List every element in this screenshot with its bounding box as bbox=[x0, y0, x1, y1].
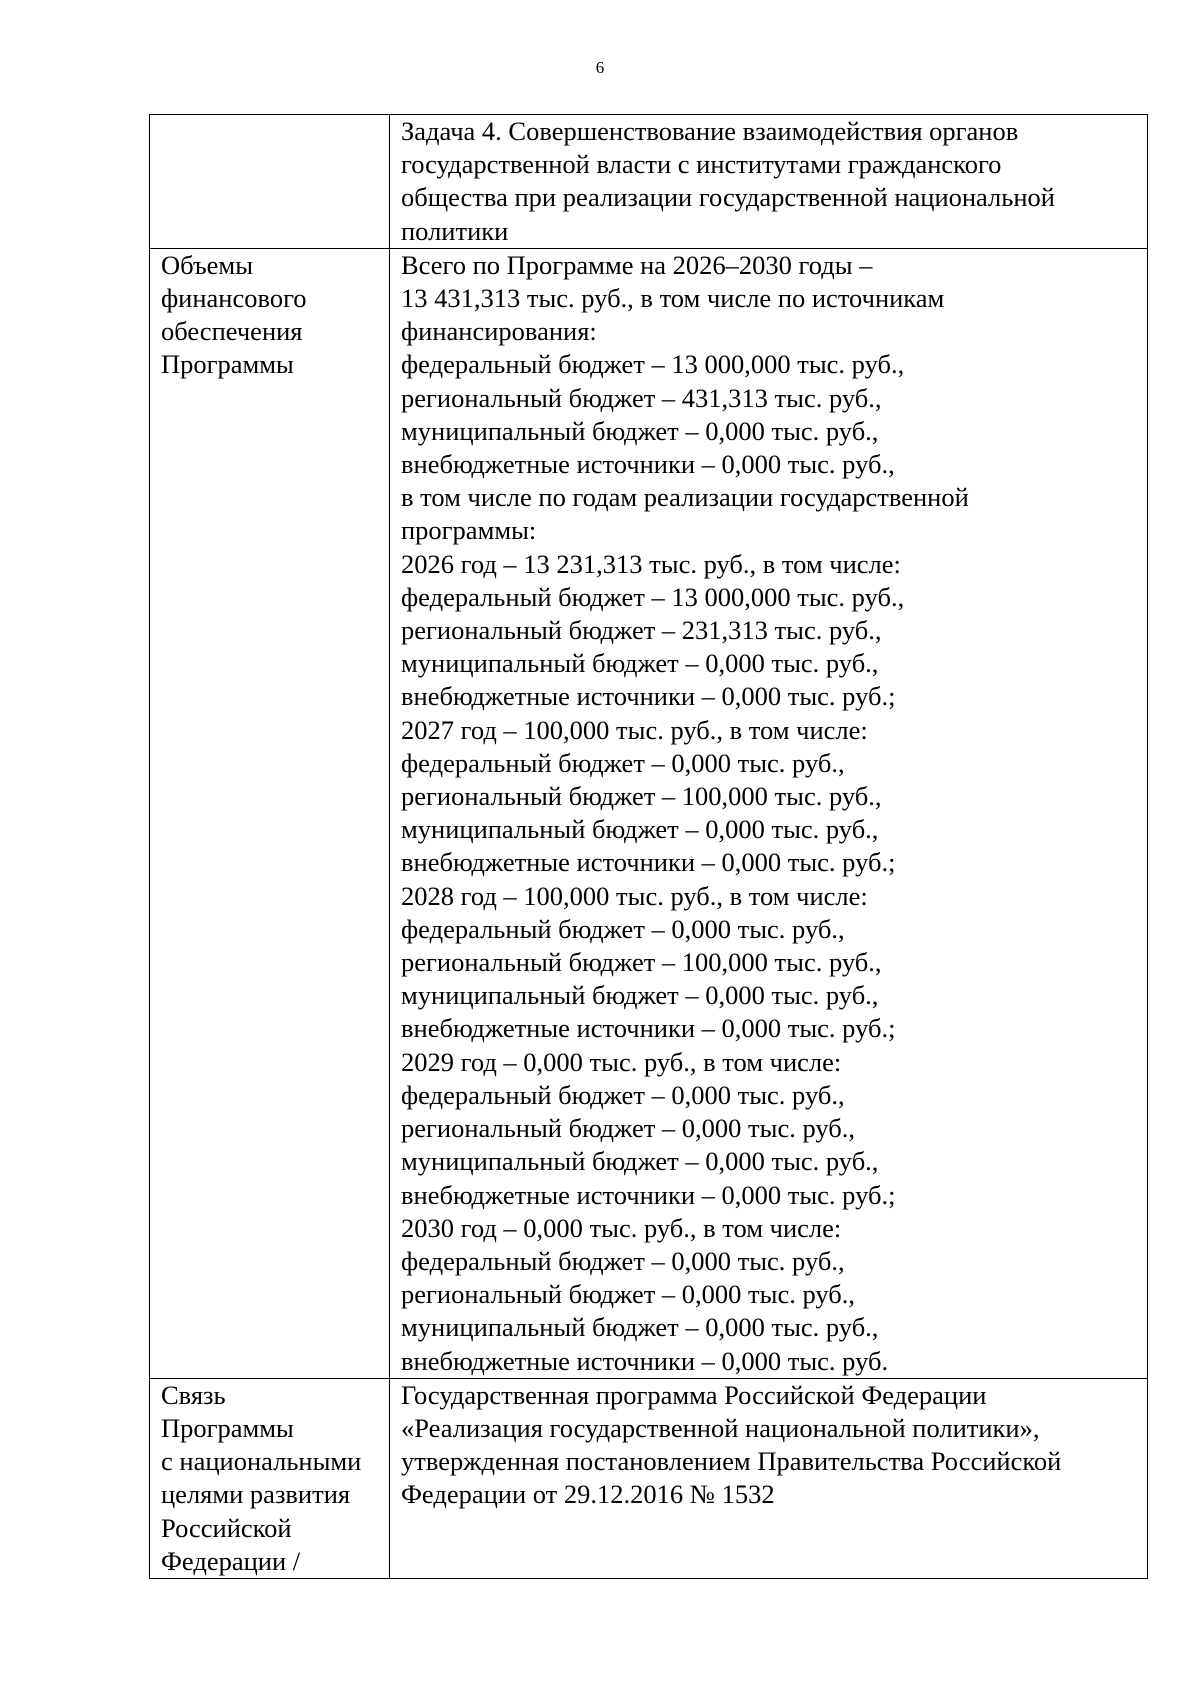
content-line: финансирования: bbox=[401, 316, 597, 347]
table-body bbox=[150, 115, 1148, 1579]
content-line: федеральный бюджет – 0,000 тыс. руб., bbox=[401, 747, 845, 778]
content-line: политики bbox=[401, 215, 509, 246]
content-line: муниципальный бюджет – 0,000 тыс. руб., bbox=[401, 814, 879, 845]
label-line: Объемы bbox=[161, 249, 253, 280]
content-line: Задача 4. Совершенствование взаимодействия органов bbox=[401, 116, 1019, 146]
content-line: «Реализация государственной национальной политики», bbox=[401, 1412, 1040, 1443]
content-line: федеральный бюджет – 0,000 тыс. руб., bbox=[401, 1079, 845, 1110]
content-line: Федерации от 29.12.2016 № 1532 bbox=[401, 1479, 775, 1510]
content-line: региональный бюджет – 231,313 тыс. руб., bbox=[401, 615, 882, 646]
content-line: региональный бюджет – 431,313 тыс. руб., bbox=[401, 382, 882, 413]
content-line: внебюджетные источники – 0,000 тыс. руб., bbox=[401, 449, 895, 480]
label-line: финансового bbox=[161, 283, 307, 314]
row-label-cell bbox=[150, 115, 390, 249]
content-line: муниципальный бюджет – 0,000 тыс. руб., bbox=[401, 1312, 879, 1343]
page-number: 6 bbox=[595, 58, 605, 77]
content-line: федеральный бюджет – 13 000,000 тыс. руб., bbox=[401, 581, 905, 612]
content-line: 2029 год – 0,000 тыс. руб., в том числе: bbox=[401, 1046, 842, 1077]
content-line: Всего по Программе на 2026–2030 годы – bbox=[401, 249, 873, 280]
row-label-cell bbox=[150, 1378, 390, 1578]
content-line: федеральный бюджет – 0,000 тыс. руб., bbox=[401, 1245, 845, 1276]
row-content-cell bbox=[390, 248, 1148, 1378]
table-row bbox=[150, 1378, 1148, 1578]
content-line: 2026 год – 13 231,313 тыс. руб., в том числе: bbox=[401, 548, 901, 579]
row-content-cell bbox=[390, 115, 1148, 249]
label-line: Программы bbox=[161, 1412, 294, 1443]
content-line: внебюджетные источники – 0,000 тыс. руб.; bbox=[401, 1013, 896, 1044]
program-passport-table bbox=[149, 114, 1148, 1579]
content-line: 13 431,313 тыс. руб., в том числе по источникам bbox=[401, 283, 945, 314]
content-line: внебюджетные источники – 0,000 тыс. руб.; bbox=[401, 681, 896, 712]
table-row bbox=[150, 115, 1148, 249]
label-line: целями развития bbox=[161, 1479, 351, 1510]
content-line: муниципальный бюджет – 0,000 тыс. руб., bbox=[401, 648, 879, 679]
content-line: региональный бюджет – 100,000 тыс. руб., bbox=[401, 947, 882, 978]
content-line: в том числе по годам реализации государственной bbox=[401, 482, 969, 513]
content-line: региональный бюджет – 0,000 тыс. руб., bbox=[401, 1279, 855, 1310]
content-line: региональный бюджет – 0,000 тыс. руб., bbox=[401, 1113, 855, 1144]
content-line: общества при реализации государственной национальной bbox=[401, 182, 1055, 213]
content-line: федеральный бюджет – 13 000,000 тыс. руб., bbox=[401, 349, 905, 380]
content-line: муниципальный бюджет – 0,000 тыс. руб., bbox=[401, 1146, 879, 1177]
content-line: внебюджетные источники – 0,000 тыс. руб.; bbox=[401, 847, 896, 878]
label-line: Программы bbox=[161, 349, 294, 380]
label-line: Федерации / bbox=[161, 1545, 301, 1576]
content-line: 2027 год – 100,000 тыс. руб., в том числе: bbox=[401, 714, 868, 745]
label-line: Связь bbox=[161, 1379, 226, 1410]
label-line: с национальными bbox=[161, 1446, 362, 1477]
content-line: программы: bbox=[401, 515, 537, 546]
content-line: 2028 год – 100,000 тыс. руб., в том числе: bbox=[401, 880, 868, 911]
row-content-cell bbox=[390, 1378, 1148, 1578]
content-line: региональный бюджет – 100,000 тыс. руб., bbox=[401, 781, 882, 812]
content-line: муниципальный бюджет – 0,000 тыс. руб., bbox=[401, 415, 879, 446]
content-line: внебюджетные источники – 0,000 тыс. руб. bbox=[401, 1345, 889, 1376]
content-line: внебюджетные источники – 0,000 тыс. руб.; bbox=[401, 1179, 896, 1210]
content-line: 2030 год – 0,000 тыс. руб., в том числе: bbox=[401, 1212, 842, 1243]
label-line: обеспечения bbox=[161, 316, 303, 347]
table-row bbox=[150, 248, 1148, 1378]
content-line: федеральный бюджет – 0,000 тыс. руб., bbox=[401, 913, 845, 944]
content-line: муниципальный бюджет – 0,000 тыс. руб., bbox=[401, 980, 879, 1011]
content-line: утвержденная постановлением Правительства Российской bbox=[401, 1446, 1062, 1477]
label-line: Российской bbox=[161, 1512, 292, 1543]
content-line: государственной власти с институтами гражданского bbox=[401, 149, 1002, 180]
row-label-cell bbox=[150, 248, 390, 1378]
content-line: Государственная программа Российской Федерации bbox=[401, 1379, 987, 1410]
